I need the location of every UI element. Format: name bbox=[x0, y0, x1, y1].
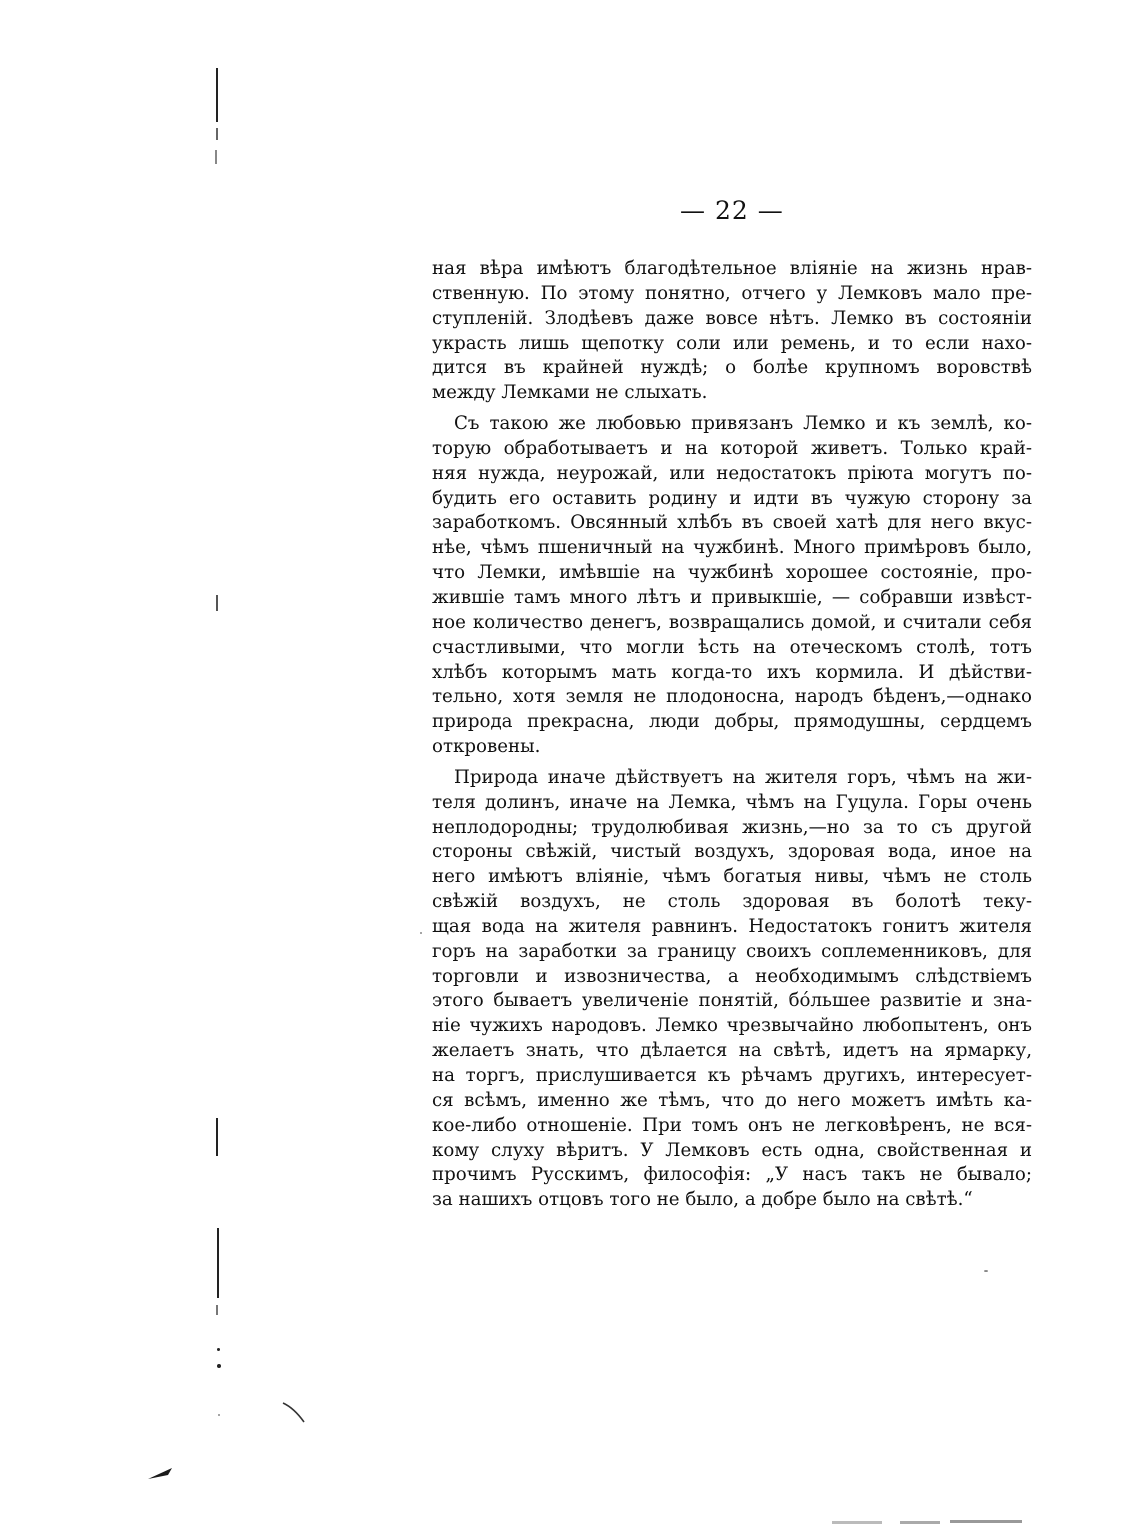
scan-stroke bbox=[282, 1402, 306, 1424]
text-line: теля долинъ, иначе на Лемка, чѣмъ на Гуцула. Горы очень bbox=[432, 791, 1032, 813]
text-line: кое-либо отношеніе. При томъ онъ не легковѣренъ, не вся- bbox=[432, 1114, 1032, 1136]
text-line: свѣжій воздухъ, не столь здоровая въ болотѣ теку- bbox=[432, 891, 1032, 913]
text-line: нѣе, чѣмъ пшеничный на чужбинѣ. Много примѣровъ было, bbox=[432, 537, 1032, 559]
text-line: няя нужда, неурожай, или недостатокъ пріюта могутъ по- bbox=[432, 462, 1032, 484]
scan-mark bbox=[984, 1270, 988, 1272]
scan-mark bbox=[420, 932, 422, 934]
text-line: торговли и извозничества, а необходимымъ слѣдствіемъ bbox=[432, 965, 1032, 987]
text-line: ся всѣмъ, именно же тѣмъ, что до него можетъ имѣть ка- bbox=[432, 1089, 1032, 1111]
text-line: этого бываетъ увеличеніе понятій, бóльшее развитіе и зна- bbox=[432, 990, 1032, 1012]
text-line: что Лемки, имѣвшіе на чужбинѣ хорошее состояніе, про- bbox=[432, 562, 1032, 584]
text-line: неплодородны; трудолюбивая жизнь,—но за то съ другой bbox=[432, 816, 1032, 838]
text-line: желаетъ знать, что дѣлается на свѣтѣ, идетъ на ярмарку, bbox=[432, 1040, 1032, 1062]
text-line: торую обработываетъ и на которой живетъ. Только край- bbox=[432, 437, 1032, 459]
text-line: за нашихъ отцовъ того не было, а добре было на свѣтѣ.“ bbox=[432, 1189, 973, 1211]
text-line: кому слуху вѣритъ. У Лемковъ есть одна, свойственная и bbox=[432, 1139, 1032, 1161]
text-line: счастливыми, что могли ѣсть на отеческомъ столѣ, тотъ bbox=[432, 636, 1032, 658]
scan-mark bbox=[217, 1364, 221, 1368]
text-line: заработкомъ. Овсянный хлѣбъ въ своей хатѣ для него вкус- bbox=[432, 512, 1032, 534]
text-line: хлѣбъ которымъ мать когда-то ихъ кормила. И дѣйстви- bbox=[432, 661, 1032, 683]
scan-mark bbox=[216, 595, 218, 611]
text-line: жившіе тамъ много лѣтъ и привыкшіе, — собравши извѣст- bbox=[432, 586, 1032, 608]
scan-mark bbox=[216, 1305, 218, 1315]
scan-mark bbox=[900, 1521, 940, 1524]
text-line: откровены. bbox=[432, 736, 541, 758]
text-line: Природа иначе дѣйствуетъ на жителя горъ, чѣмъ на жи- bbox=[454, 766, 1032, 788]
scan-mark bbox=[218, 1414, 220, 1416]
scan-mark bbox=[217, 1348, 220, 1351]
scan-stroke bbox=[148, 1466, 174, 1480]
scan-mark bbox=[832, 1521, 882, 1524]
text-line: ніе чужихъ народовъ. Лемко чрезвычайно любопытенъ, онъ bbox=[432, 1015, 1032, 1037]
text-line: украсть лишь щепотку соли или ремень, и то если нахо- bbox=[432, 332, 1032, 354]
text-line: ственную. По этому понятно, отчего у Лемковъ мало пре- bbox=[432, 282, 1032, 304]
body-text bbox=[432, 257, 1032, 1213]
scan-mark bbox=[950, 1520, 1022, 1523]
text-line: ное количество денегъ, возвращались домой, и считали себя bbox=[432, 611, 1032, 633]
scan-mark bbox=[216, 1118, 218, 1156]
text-line: ступленій. Злодѣевъ даже вовсе нѣтъ. Лемко въ состояніи bbox=[432, 307, 1032, 329]
scan-mark bbox=[215, 150, 217, 164]
text-line: стороны свѣжій, чистый воздухъ, здоровая вода, иное на bbox=[432, 841, 1032, 863]
text-line: щая вода на жителя равнинъ. Недостатокъ гонитъ жителя bbox=[432, 915, 1032, 937]
page-number: — 22 — bbox=[680, 196, 784, 225]
scan-mark bbox=[216, 128, 218, 140]
text-line: между Лемками не слыхать. bbox=[432, 382, 708, 404]
text-line: горъ на заработки за границу своихъ соплеменниковъ, для bbox=[432, 940, 1032, 962]
text-line: прочимъ Русскимъ, философія: „У насъ такъ не бывало; bbox=[432, 1164, 1032, 1186]
text-line: на торгъ, прислушивается къ рѣчамъ другихъ, интересует- bbox=[432, 1065, 1032, 1086]
text-line: будить его оставить родину и идти въ чужую сторону за bbox=[432, 487, 1032, 509]
scan-mark bbox=[216, 68, 218, 122]
text-line: ная вѣра имѣютъ благодѣтельное вліяніе на жизнь нрав- bbox=[432, 258, 1032, 279]
text-line: дится въ крайней нуждѣ; о болѣе крупномъ воровствѣ bbox=[432, 357, 1032, 379]
scan-mark bbox=[217, 1228, 219, 1298]
text-line: природа прекрасна, люди добры, прямодушны, сердцемъ bbox=[432, 711, 1032, 733]
text-line: него имѣютъ вліяніе, чѣмъ богатыя нивы, чѣмъ не столь bbox=[432, 866, 1032, 888]
text-line: Съ такою же любовью привязанъ Лемко и къ землѣ, ко- bbox=[454, 413, 1032, 435]
text-line: тельно, хотя земля не плодоносна, народъ бѣденъ,—однако bbox=[432, 686, 1032, 708]
